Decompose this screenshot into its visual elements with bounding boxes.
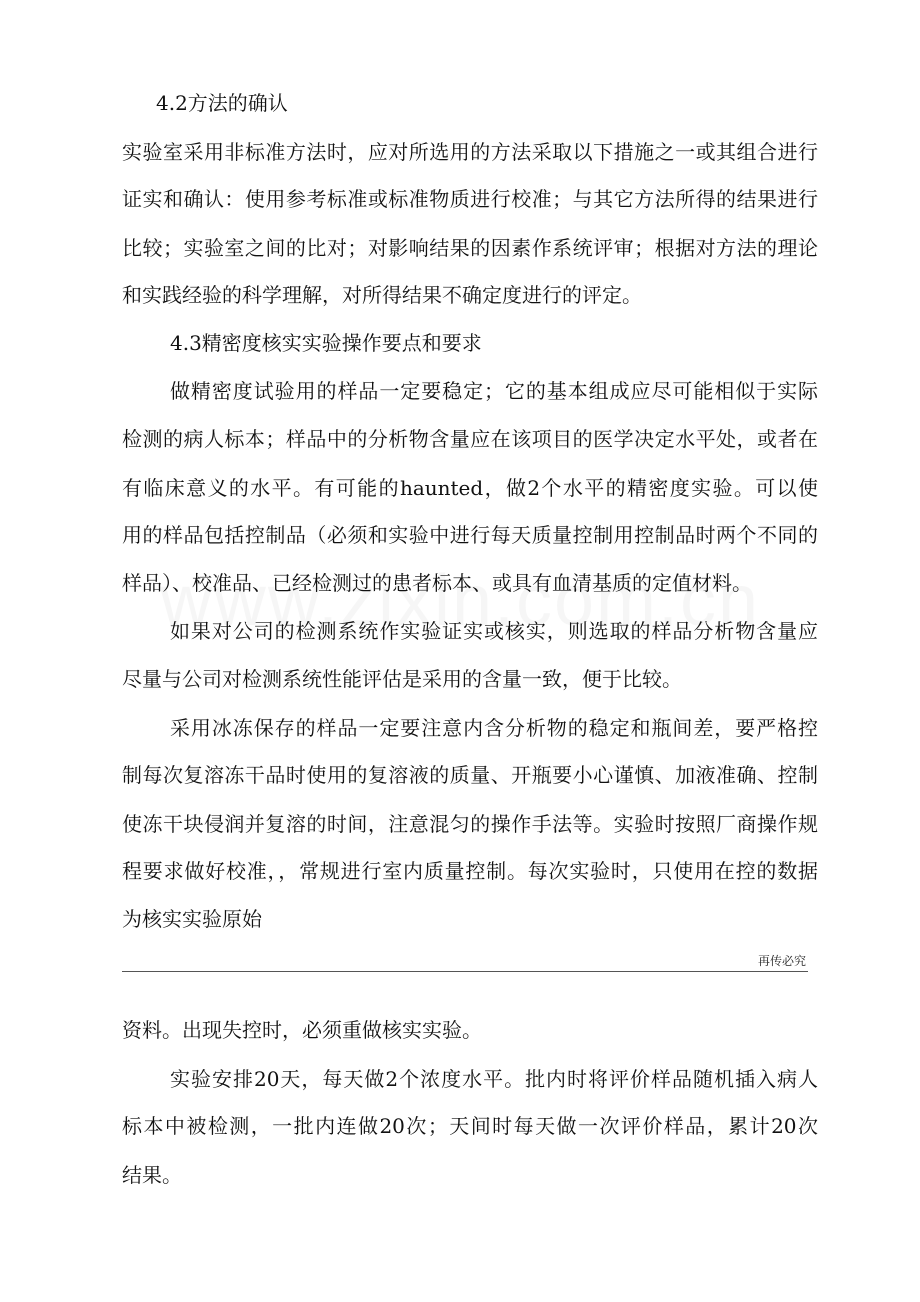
paragraph-line: 尽量与公司对检测系统性能评估是采用的含量一致，便于比较。	[122, 667, 682, 691]
paragraph-line: 资料。出现失控时，必须重做核实实验。	[122, 1018, 482, 1042]
page-footer-rule	[122, 971, 808, 972]
section-heading-4-2: 4.2方法的确认	[156, 91, 288, 115]
paragraph-line: 有临床意义的水平。有可能的haunted，做2个水平的精密度实验。可以使	[122, 476, 818, 500]
paragraph-line: 做精密度试验用的样品一定要稳定；它的基本组成应尽可能相似于实际	[170, 379, 818, 403]
paragraph-line: 结果。	[122, 1163, 182, 1187]
paragraph-line: 样品）、校准品、已经检测过的患者标本、或具有血清基质的定值材料。	[122, 571, 752, 595]
paragraph-line: 实验安排20天，每天做2个浓度水平。批内时将评价样品随机插入病人	[170, 1067, 818, 1091]
paragraph-line: 制每次复溶冻干品时使用的复溶液的质量、开瓶要小心谨慎、加液准确、控制	[122, 763, 818, 787]
paragraph-line: 标本中被检测，一批内连做20次；天间时每天做一次评价样品，累计20次	[122, 1114, 818, 1138]
paragraph-line: 采用冰冻保存的样品一定要注意内含分析物的稳定和瓶间差，要严格控	[170, 716, 818, 740]
section-heading-4-3: 4.3精密度核实实验操作要点和要求	[170, 331, 482, 355]
paragraph-line: 检测的病人标本；样品中的分析物含量应在该项目的医学决定水平处，或者在	[122, 427, 818, 451]
paragraph-line: 实验室采用非标准方法时，应对所选用的方法采取以下措施之一或其组合进行	[122, 140, 818, 164]
paragraph-line: 和实践经验的科学理解，对所得结果不确定度进行的评定。	[122, 283, 642, 307]
paragraph-line: 程要求做好校准，，常规进行室内质量控制。每次实验时，只使用在控的数据	[122, 859, 818, 883]
paragraph-line: 如果对公司的检测系统作实验证实或核实，则选取的样品分析物含量应	[170, 619, 818, 643]
page-footer-note: 再传必究	[757, 954, 806, 968]
paragraph-line: 比较；实验室之间的比对；对影响结果的因素作系统评审；根据对方法的理论	[122, 236, 818, 260]
paragraph-line: 使冻干块侵润并复溶的时间，注意混匀的操作手法等。实验时按照厂商操作规	[122, 812, 818, 836]
paragraph-line: 为核实实验原始	[122, 907, 262, 931]
paragraph-line: 证实和确认：使用参考标准或标准物质进行校准；与其它方法所得的结果进行	[122, 187, 818, 211]
paragraph-line: 用的样品包括控制品（必须和实验中进行每天质量控制用控制品时两个不同的	[122, 523, 818, 547]
